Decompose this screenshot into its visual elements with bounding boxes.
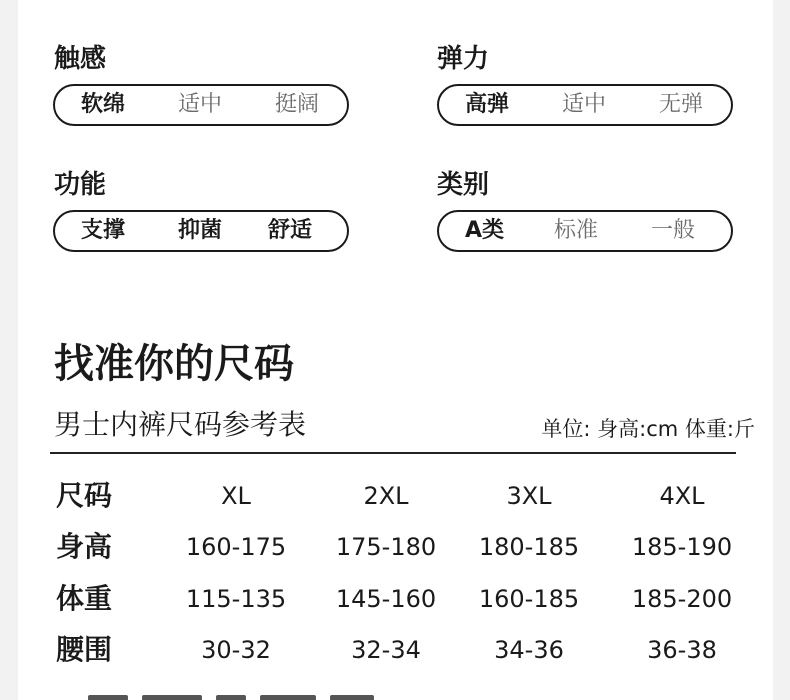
- attr-option: 无弹: [659, 92, 704, 117]
- attr-option: 适中: [562, 92, 607, 117]
- table-cell: 2XL: [363, 482, 409, 510]
- attr-option: 支撑: [81, 218, 126, 243]
- table-cell: 145-160: [335, 585, 437, 613]
- attr-option: 适中: [178, 92, 223, 117]
- attr-option: 舒适: [268, 218, 313, 243]
- attr-title-function: 功能: [54, 170, 107, 200]
- row-label: 腰围: [56, 633, 113, 666]
- attr-option: 高弹: [465, 92, 510, 117]
- table-cell: 3XL: [506, 482, 552, 510]
- attr-pill-feel: [53, 84, 349, 126]
- row-label: 体重: [56, 582, 113, 615]
- table-cell: 185-200: [631, 585, 733, 613]
- table-row: [18, 527, 773, 567]
- table-cell: 175-180: [335, 533, 437, 561]
- attr-option: 标准: [554, 218, 599, 243]
- divider: [50, 452, 736, 454]
- attr-pill-function: [53, 210, 349, 252]
- table-row: [18, 579, 773, 619]
- clipped-text-line: [88, 686, 508, 700]
- table-cell: 32-34: [351, 636, 421, 664]
- attr-option: 一般: [651, 218, 696, 243]
- table-row: [18, 630, 773, 670]
- table-cell: 185-190: [631, 533, 733, 561]
- table-cell: 4XL: [659, 482, 705, 510]
- attr-title-feel: 触感: [54, 44, 107, 74]
- attr-title-category: 类别: [437, 170, 490, 200]
- table-cell: 180-185: [478, 533, 580, 561]
- size-chart-unit: 单位: 身高:cm 体重:斤: [541, 417, 755, 441]
- attr-title-elasticity: 弹力: [437, 44, 490, 74]
- attr-option: 软绵: [81, 92, 126, 117]
- product-detail-page: [18, 0, 773, 700]
- attr-pill-category: [437, 210, 733, 252]
- row-label: 尺码: [56, 479, 113, 512]
- size-section-heading: 找准你的尺码: [54, 341, 294, 387]
- table-cell: 34-36: [494, 636, 564, 664]
- table-cell: 30-32: [201, 636, 271, 664]
- table-cell: XL: [221, 482, 251, 510]
- table-cell: 160-175: [185, 533, 287, 561]
- table-cell: 36-38: [647, 636, 717, 664]
- attr-option: A类: [465, 218, 505, 243]
- table-cell: 160-185: [478, 585, 580, 613]
- table-row: [18, 476, 773, 516]
- attr-option: 抑菌: [178, 218, 223, 243]
- attr-pill-elasticity: [437, 84, 733, 126]
- row-label: 身高: [56, 530, 113, 563]
- attr-option: 挺阔: [275, 92, 320, 117]
- size-chart-title: 男士内裤尺码参考表: [54, 408, 307, 441]
- table-cell: 115-135: [185, 585, 287, 613]
